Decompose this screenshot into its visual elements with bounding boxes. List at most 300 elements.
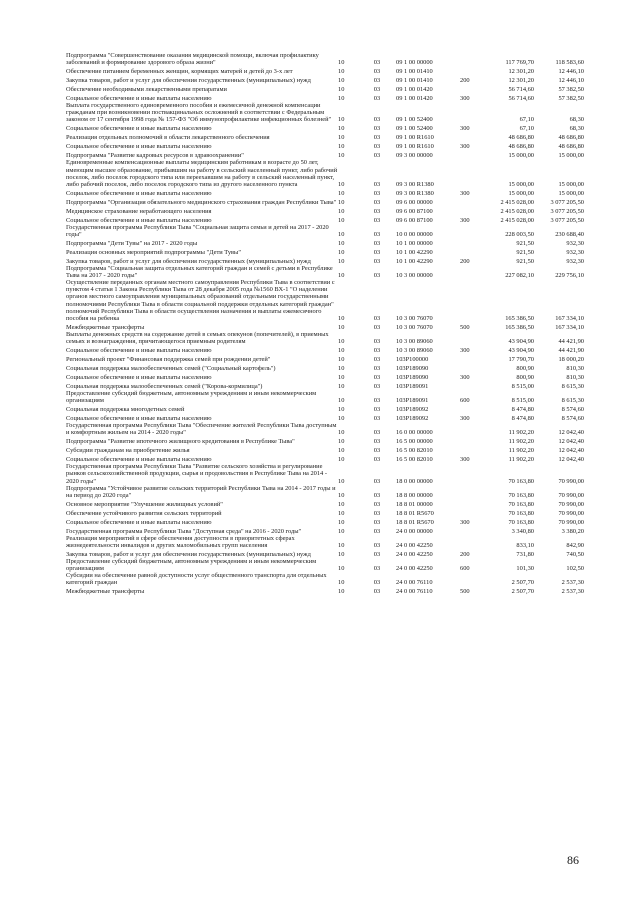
table-row [66, 517, 584, 526]
table-row [66, 422, 584, 436]
row-target-article: 09 3 00 R1380 [396, 180, 434, 188]
table-row [66, 75, 584, 84]
row-name: Закупка товаров, работ и услуг для обеспечения государственных (муниципальных) нужд [66, 77, 311, 85]
table-row [66, 445, 584, 454]
row-sum-2019: 11 902,20 [508, 456, 534, 464]
row-section: 10 [338, 134, 345, 142]
row-sum-2020: 70 990,00 [558, 509, 584, 517]
row-target-article: 103P189091 [396, 397, 429, 405]
row-sum-2019: 2 507,70 [511, 588, 534, 596]
row-expense-type [460, 279, 486, 322]
row-name: Социальное обеспечение и иные выплаты населению [66, 95, 212, 103]
row-expense-type [460, 247, 486, 256]
row-target-article: 16 5 00 82010 [396, 447, 433, 455]
row-name: Подпрограмма "Совершенствование оказания медицинской помощи, включая профилактику заболеваний и формирование здорового образа жизни" [66, 52, 319, 67]
row-name: Реализация основных мероприятий подпрограммы "Дети Тувы" [66, 248, 241, 256]
row-expense-type [460, 150, 486, 159]
row-subsection: 03 [373, 447, 381, 455]
row-sum-2020: 118 583,60 [555, 59, 584, 67]
row-sum-2019: 731,80 [516, 550, 534, 558]
row-expense-type: 300 [460, 143, 470, 151]
row-target-article: 09 3 00 00000 [396, 152, 433, 160]
row-sum-2019: 8 515,00 [511, 397, 534, 405]
row-target-article: 10 3 00 89060 [396, 346, 433, 354]
row-sum-2020: 57 382,50 [558, 95, 584, 103]
row-section: 10 [338, 239, 345, 247]
row-sum-2019: 67,10 [519, 116, 534, 124]
row-target-article: 18 0 00 00000 [396, 477, 433, 485]
row-sum-2020: 167 334,10 [555, 314, 584, 322]
row-target-article: 24 0 00 42250 [396, 541, 433, 549]
row-name: Социальное обеспечение и иные выплаты населению [66, 216, 212, 224]
row-sum-2019: 8 474,80 [511, 415, 534, 423]
row-expense-type [460, 197, 486, 206]
row-expense-type: 300 [460, 189, 470, 197]
row-subsection: 03 [373, 134, 381, 142]
row-name: Подпрограмма "Социальная защита отдельных категорий граждан и семей с детьми в Республике Тыва на 2017 - 2020 годы" [66, 265, 333, 280]
row-section: 10 [338, 500, 345, 508]
row-sum-2019: 43 904,90 [508, 346, 534, 354]
table-row [66, 454, 584, 463]
row-sum-2020: 8 615,30 [561, 382, 584, 390]
row-sum-2019: 11 902,20 [508, 438, 534, 446]
row-target-article: 24 0 00 42250 [396, 565, 433, 573]
row-name: Социальное обеспечение и иные выплаты населению [66, 456, 212, 464]
row-section: 10 [338, 59, 345, 67]
row-subsection: 03 [373, 550, 381, 558]
row-subsection: 03 [373, 152, 381, 160]
row-target-article: 09 1 00 52400 [396, 116, 433, 124]
table-row [66, 102, 584, 123]
table-row [66, 66, 584, 75]
row-subsection: 03 [373, 364, 381, 372]
page-number: 86 [567, 853, 579, 867]
row-subsection: 03 [373, 527, 381, 535]
row-sum-2020: 70 990,00 [558, 500, 584, 508]
row-sum-2020: 15 000,00 [558, 189, 584, 197]
row-target-article: 10 1 00 42290 [396, 248, 433, 256]
row-sum-2019: 70 163,80 [508, 518, 534, 526]
row-name: Медицинское страхование неработающего населения [66, 207, 212, 215]
table-row [66, 141, 584, 150]
row-section: 10 [338, 579, 345, 587]
row-section: 10 [338, 257, 345, 265]
row-sum-2020: 57 382,50 [558, 86, 584, 94]
row-expense-type [460, 436, 486, 445]
row-sum-2019: 15 000,00 [508, 180, 534, 188]
row-name: Субсидии гражданам на приобретение жилья [66, 447, 190, 455]
row-sum-2020: 932,30 [566, 239, 584, 247]
table-row [66, 159, 584, 187]
row-expense-type [460, 535, 486, 549]
table-row [66, 390, 584, 404]
row-subsection: 03 [373, 95, 381, 103]
row-expense-type [460, 265, 486, 279]
row-expense-type: 300 [460, 415, 470, 423]
row-subsection: 03 [373, 86, 381, 94]
row-subsection: 03 [373, 198, 381, 206]
table-row [66, 354, 584, 363]
row-section: 10 [338, 541, 345, 549]
row-sum-2020: 8 574,60 [561, 406, 584, 414]
row-subsection: 03 [373, 257, 381, 265]
row-target-article: 09 1 00 01420 [396, 95, 433, 103]
row-section: 10 [338, 116, 345, 124]
row-expense-type [460, 159, 486, 187]
row-sum-2020: 842,90 [566, 541, 584, 549]
row-target-article: 103P189090 [396, 373, 429, 381]
row-section: 10 [338, 406, 345, 414]
row-expense-type [460, 445, 486, 454]
row-sum-2019: 70 163,80 [508, 509, 534, 517]
row-section: 10 [338, 382, 345, 390]
row-section: 10 [338, 314, 345, 322]
table-row [66, 345, 584, 354]
row-sum-2020: 44 421,90 [558, 346, 584, 354]
row-target-article: 09 6 00 87100 [396, 207, 433, 215]
table-row [66, 224, 584, 238]
row-sum-2019: 11 902,20 [508, 447, 534, 455]
row-name: Выплаты денежных средств на содержание детей в семьях опекунов (попечителей), в приемных семьях и вознаграждения, причитающегося приемным родителям [66, 330, 329, 345]
row-sum-2019: 165 386,50 [505, 314, 534, 322]
row-name: Обеспечение питанием беременных женщин, кормящих матерей и детей до 3-х лет [66, 68, 293, 76]
row-sum-2019: 15 000,00 [508, 189, 534, 197]
row-section: 10 [338, 143, 345, 151]
row-target-article: 24 0 00 76110 [396, 579, 433, 587]
row-sum-2020: 44 421,90 [558, 337, 584, 345]
row-name: Реализация отдельных полномочий в области лекарственного обеспечения [66, 134, 270, 142]
row-name: Обеспечение устойчивого развития сельских территорий [66, 509, 222, 517]
row-section: 10 [338, 477, 345, 485]
row-sum-2019: 56 714,60 [508, 86, 534, 94]
table-row [66, 206, 584, 215]
row-sum-2019: 101,30 [516, 565, 534, 573]
table-row [66, 123, 584, 132]
row-section: 10 [338, 95, 345, 103]
row-target-article: 09 1 00 00000 [396, 59, 433, 67]
row-sum-2020: 70 990,00 [558, 477, 584, 485]
row-name: Государственная программа Республики Тыва "Социальная защита семьи и детей на 2017 - 2020 годы" [66, 223, 329, 238]
row-subsection: 03 [373, 346, 381, 354]
row-sum-2020: 3 077 205,50 [550, 198, 584, 206]
row-target-article: 09 1 00 01410 [396, 77, 433, 85]
row-expense-type [460, 422, 486, 436]
row-subsection: 03 [373, 125, 381, 133]
row-expense-type: 500 [460, 323, 470, 331]
row-section: 10 [338, 77, 345, 85]
row-section: 10 [338, 588, 345, 596]
row-subsection: 03 [373, 68, 381, 76]
row-expense-type [460, 66, 486, 75]
row-expense-type: 300 [460, 346, 470, 354]
row-subsection: 03 [373, 355, 381, 363]
row-expense-type [460, 224, 486, 238]
row-target-article: 09 1 00 R1610 [396, 143, 434, 151]
row-subsection: 03 [373, 189, 381, 197]
row-target-article: 09 6 00 00000 [396, 198, 433, 206]
row-subsection: 03 [373, 180, 381, 188]
row-subsection: 03 [373, 397, 381, 405]
row-sum-2019: 43 904,90 [508, 337, 534, 345]
table-row [66, 381, 584, 390]
table-row [66, 404, 584, 413]
row-expense-type [460, 206, 486, 215]
row-name: Закупка товаров, работ и услуг для обеспечения государственных (муниципальных) нужд [66, 550, 311, 558]
row-sum-2019: 2 415 028,00 [500, 207, 534, 215]
row-subsection: 03 [373, 143, 381, 151]
row-expense-type [460, 84, 486, 93]
row-name: Подпрограмма "Устойчивое развитие сельских территорий Республики Тыва на 2014 - 2017 годы и на период до 2020 года" [66, 484, 336, 499]
row-name: Субсидии на обеспечение равной доступности услуг общественного транспорта для отдельных категорий граждан [66, 572, 327, 587]
table-row [66, 215, 584, 224]
row-expense-type [460, 508, 486, 517]
row-section: 10 [338, 565, 345, 573]
row-section: 10 [338, 509, 345, 517]
row-name: Подпрограмма "Развитие ипотечного жилищного кредитования в Республике Тыва" [66, 438, 295, 446]
row-sum-2020: 932,30 [566, 257, 584, 265]
row-sum-2020: 12 042,40 [558, 447, 584, 455]
row-sum-2019: 117 769,70 [505, 59, 534, 67]
row-subsection: 03 [373, 382, 381, 390]
row-subsection: 03 [373, 429, 381, 437]
row-target-article: 24 0 00 00000 [396, 527, 433, 535]
row-sum-2019: 56 714,60 [508, 95, 534, 103]
table-row [66, 508, 584, 517]
table-row [66, 586, 584, 595]
row-expense-type [460, 404, 486, 413]
row-sum-2019: 70 163,80 [508, 491, 534, 499]
row-subsection: 03 [373, 116, 381, 124]
row-name: Государственная программа Республики Тыва "Доступная среда" на 2016 - 2020 годы" [66, 527, 302, 535]
row-sum-2019: 70 163,80 [508, 477, 534, 485]
row-section: 10 [338, 125, 345, 133]
table-row [66, 150, 584, 159]
row-target-article: 10 3 00 76070 [396, 323, 433, 331]
row-target-article: 09 1 00 01420 [396, 86, 433, 94]
row-section: 10 [338, 337, 345, 345]
row-name: Социальная поддержка малообеспеченных семей ("Корова-кормилица") [66, 382, 263, 390]
row-expense-type [460, 132, 486, 141]
row-name: Социальное обеспечение и иные выплаты населению [66, 518, 212, 526]
row-sum-2020: 3 077 205,50 [550, 207, 584, 215]
row-target-article: 09 1 00 R1610 [396, 134, 434, 142]
row-subsection: 03 [373, 541, 381, 549]
row-sum-2019: 921,50 [516, 239, 534, 247]
table-row [66, 265, 584, 279]
row-name: Социальное обеспечение и иные выплаты населению [66, 143, 212, 151]
row-subsection: 03 [373, 77, 381, 85]
row-sum-2019: 8 474,80 [511, 406, 534, 414]
row-name: Социальная поддержка малообеспеченных семей ("Социальный картофель") [66, 364, 276, 372]
table-row [66, 363, 584, 372]
row-subsection: 03 [373, 248, 381, 256]
row-sum-2019: 833,10 [516, 541, 534, 549]
table-row [66, 549, 584, 558]
row-subsection: 03 [373, 456, 381, 464]
row-sum-2019: 165 386,50 [505, 323, 534, 331]
row-section: 10 [338, 323, 345, 331]
row-subsection: 03 [373, 323, 381, 331]
row-sum-2020: 12 446,10 [558, 68, 584, 76]
table-row [66, 238, 584, 247]
row-section: 10 [338, 415, 345, 423]
row-expense-type [460, 363, 486, 372]
row-target-article: 16 0 00 00000 [396, 429, 433, 437]
row-sum-2020: 70 990,00 [558, 518, 584, 526]
row-subsection: 03 [373, 239, 381, 247]
row-sum-2020: 12 042,40 [558, 429, 584, 437]
row-expense-type: 300 [460, 518, 470, 526]
row-sum-2020: 48 686,80 [558, 134, 584, 142]
row-expense-type: 300 [460, 216, 470, 224]
row-name: Предоставление субсидий бюджетным, автономным учреждениям и иным некоммерческим организациям [66, 558, 317, 573]
row-target-article: 09 1 00 52400 [396, 125, 433, 133]
budget-table-body [66, 52, 584, 595]
row-sum-2020: 229 756,10 [555, 272, 584, 280]
row-sum-2020: 8 574,60 [561, 415, 584, 423]
row-expense-type [460, 499, 486, 508]
row-subsection: 03 [373, 477, 381, 485]
row-subsection: 03 [373, 588, 381, 596]
row-sum-2020: 3 380,20 [561, 527, 584, 535]
row-name: Социальное обеспечение и иные выплаты населению [66, 189, 212, 197]
table-row [66, 485, 584, 499]
row-expense-type: 600 [460, 565, 470, 573]
row-target-article: 10 3 00 89060 [396, 337, 433, 345]
row-section: 10 [338, 86, 345, 94]
table-row [66, 93, 584, 102]
table-row [66, 52, 584, 66]
row-name: Межбюджетные трансферты [66, 323, 145, 331]
table-row [66, 558, 584, 572]
row-subsection: 03 [373, 230, 381, 238]
table-row [66, 436, 584, 445]
row-expense-type: 200 [460, 77, 470, 85]
table-row [66, 572, 584, 586]
row-expense-type [460, 238, 486, 247]
row-section: 10 [338, 429, 345, 437]
row-name: Обеспечение необходимыми лекарственными препаратами [66, 86, 227, 94]
row-expense-type [460, 381, 486, 390]
row-name: Подпрограмма "Развитие кадровых ресурсов в здравоохранении" [66, 152, 244, 160]
table-row [66, 256, 584, 265]
row-subsection: 03 [373, 373, 381, 381]
row-section: 10 [338, 438, 345, 446]
row-subsection: 03 [373, 579, 381, 587]
row-sum-2019: 12 301,20 [508, 77, 534, 85]
row-sum-2020: 8 615,30 [561, 397, 584, 405]
row-expense-type: 300 [460, 125, 470, 133]
row-section: 10 [338, 397, 345, 405]
row-expense-type: 300 [460, 95, 470, 103]
row-section: 10 [338, 180, 345, 188]
row-sum-2020: 740,50 [566, 550, 584, 558]
row-sum-2020: 12 042,40 [558, 456, 584, 464]
row-sum-2020: 2 537,30 [561, 579, 584, 587]
row-expense-type [460, 526, 486, 535]
row-sum-2019: 2 415 028,00 [500, 216, 534, 224]
table-row [66, 247, 584, 256]
row-subsection: 03 [373, 415, 381, 423]
row-sum-2019: 800,90 [516, 373, 534, 381]
row-sum-2020: 12 446,10 [558, 77, 584, 85]
row-sum-2020: 230 688,40 [555, 230, 584, 238]
row-target-article: 24 0 00 42250 [396, 550, 433, 558]
row-target-article: 10 3 00 76070 [396, 314, 433, 322]
row-expense-type: 600 [460, 397, 470, 405]
row-sum-2019: 921,50 [516, 248, 534, 256]
row-sum-2019: 12 301,20 [508, 68, 534, 76]
row-section: 10 [338, 364, 345, 372]
row-sum-2019: 48 686,80 [508, 134, 534, 142]
row-sum-2020: 68,30 [569, 116, 584, 124]
row-sum-2020: 2 537,30 [561, 588, 584, 596]
row-expense-type [460, 331, 486, 345]
row-subsection: 03 [373, 518, 381, 526]
row-sum-2019: 3 340,80 [511, 527, 534, 535]
row-section: 10 [338, 527, 345, 535]
row-sum-2019: 921,50 [516, 257, 534, 265]
row-expense-type [460, 52, 486, 66]
row-sum-2020: 15 000,00 [558, 152, 584, 160]
row-name: Закупка товаров, работ и услуг для обеспечения государственных (муниципальных) нужд [66, 257, 311, 265]
row-sum-2019: 15 000,00 [508, 152, 534, 160]
row-target-article: 09 6 00 87100 [396, 216, 433, 224]
row-subsection: 03 [373, 491, 381, 499]
row-sum-2019: 228 003,50 [505, 230, 534, 238]
table-row [66, 331, 584, 345]
table-row [66, 463, 584, 484]
row-sum-2020: 68,30 [569, 125, 584, 133]
row-target-article: 103P189090 [396, 364, 429, 372]
row-target-article: 103P189091 [396, 382, 429, 390]
row-name: Социальное обеспечение и иные выплаты населению [66, 373, 212, 381]
row-section: 10 [338, 198, 345, 206]
row-expense-type: 300 [460, 373, 470, 381]
row-section: 10 [338, 207, 345, 215]
row-target-article: 10 1 00 42290 [396, 257, 433, 265]
row-subsection: 03 [373, 509, 381, 517]
row-subsection: 03 [373, 337, 381, 345]
row-name: Предоставление субсидий бюджетным, автономным учреждениям и иным некоммерческим организациям [66, 389, 317, 405]
row-name: Региональный проект "Финансовая поддержка семей при рождении детей" [66, 355, 271, 363]
row-target-article: 09 1 00 01410 [396, 68, 433, 76]
row-target-article: 24 0 00 76110 [396, 588, 433, 596]
table-row [66, 322, 584, 331]
row-sum-2020: 102,50 [566, 565, 584, 573]
row-sum-2020: 48 686,80 [558, 143, 584, 151]
row-expense-type [460, 572, 486, 586]
row-expense-type: 200 [460, 257, 470, 265]
row-sum-2020: 810,30 [566, 364, 584, 372]
row-target-article: 18 8 00 00000 [396, 491, 433, 499]
row-sum-2020: 70 990,00 [558, 491, 584, 499]
row-name: Социальное обеспечение и иные выплаты населению [66, 415, 212, 423]
row-expense-type [460, 102, 486, 123]
row-section: 10 [338, 373, 345, 381]
row-name: Подпрограмма "Дети Тувы" на 2017 - 2020 годы [66, 239, 198, 247]
row-name: Межбюджетные трансферты [66, 588, 145, 596]
row-expense-type: 200 [460, 550, 470, 558]
row-expense-type [460, 463, 486, 484]
row-section: 10 [338, 230, 345, 238]
table-row [66, 526, 584, 535]
row-section: 10 [338, 491, 345, 499]
row-section: 10 [338, 248, 345, 256]
row-target-article: 18 8 01 R5670 [396, 518, 434, 526]
row-section: 10 [338, 216, 345, 224]
row-name: Социальное обеспечение и иные выплаты населению [66, 125, 212, 133]
